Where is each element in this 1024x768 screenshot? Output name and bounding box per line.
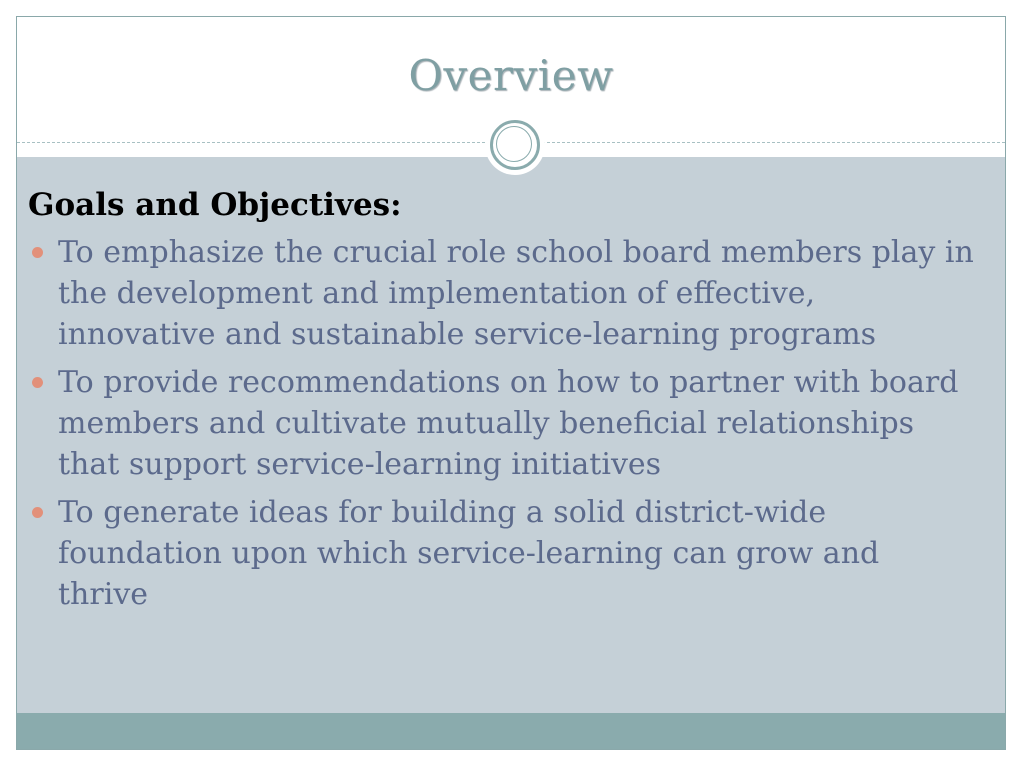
list-item xyxy=(28,492,978,615)
bullet-dot-icon xyxy=(32,507,43,518)
section-heading: Goals and Objectives: xyxy=(28,187,402,223)
footer-bar xyxy=(17,713,1005,749)
list-item xyxy=(28,232,978,355)
circle-ornament-icon xyxy=(485,115,545,175)
list-item-text: To emphasize the crucial role school board members play in the development and implementation of effective, innovative and sustainable service-learning programs xyxy=(58,235,974,352)
list-item xyxy=(28,362,978,485)
bullet-list xyxy=(28,232,978,615)
list-item-text: To provide recommendations on how to partner with board members and cultivate mutually beneficial relationships that support service-learning initiatives xyxy=(58,365,959,482)
ornament-inner-ring xyxy=(496,126,532,162)
slide-content xyxy=(28,186,978,622)
bullet-dot-icon xyxy=(32,247,43,258)
slide-title: Overview xyxy=(408,51,614,100)
ornament-ring xyxy=(490,120,540,170)
list-item-text: To generate ideas for building a solid district-wide foundation upon which service-learning can grow and thrive xyxy=(58,495,880,612)
bullet-dot-icon xyxy=(32,377,43,388)
